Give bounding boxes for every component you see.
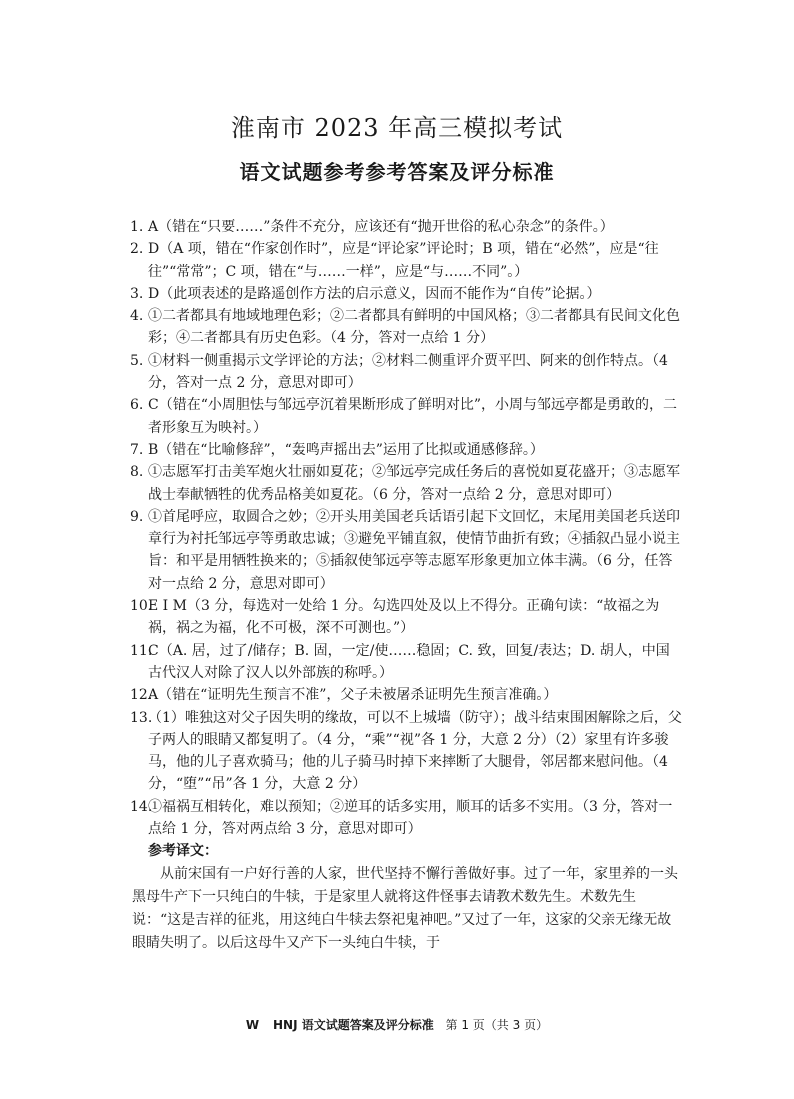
footer-page-number: 第 1 页（共 3 页） bbox=[445, 1018, 549, 1032]
answer-item bbox=[130, 305, 682, 350]
answer-text: D（此项表述的是路遥创作方法的启示意义，因而不能作为“自传”论据。） bbox=[148, 285, 601, 302]
answer-item bbox=[130, 684, 682, 706]
answer-item bbox=[130, 283, 682, 305]
answer-text: A（错在“只要……”条件不充分，应该还有“抛开世俗的私心杂念”的条件。） bbox=[148, 219, 614, 235]
answer-number: 11. bbox=[130, 642, 153, 659]
answer-number: 1. bbox=[130, 219, 144, 235]
document-subtitle: 语文试题参考参考答案及评分标准 bbox=[239, 160, 555, 184]
answer-text: ①首尾呼应，取圆合之妙；②开头用美国老兵话语引起下文回忆，末尾用美国老兵送印章行为衬托邹远亭等勇敢忠诚；③避免平铺直叙，使情节曲折有致；④插叙凸显小说主旨：和平是用牺牲换来的；⑤插叙使邹远亭等志愿军形象更加立体丰满。（6 分，任答对一点给 2 分，意思对即可） bbox=[148, 508, 680, 592]
answer-text: C（A. 居，过了/储存；B. 固，一定/使……稳固；C. 致，回复/表达；D. 胡人，中国古代汉人对除了汉人以外部族的称呼。） bbox=[148, 642, 670, 681]
translation-label: 参考译文： bbox=[148, 843, 218, 860]
answer-item bbox=[130, 216, 682, 238]
answer-number: 5. bbox=[130, 352, 144, 369]
answer-number: 4. bbox=[130, 308, 144, 325]
answer-list bbox=[130, 216, 682, 955]
translation-text: 从前宋国有一户好行善的人家，世代坚持不懈行善做好事。过了一年，家里养的一头黑母牛产下一只纯白的牛犊，于是家里人就将这件怪事去请教术数先生。术数先生说：“这是吉祥的征兆，用这纯白牛犊去祭祀鬼神吧。”又过了一年，这家的父亲无缘无故眼睛失明了。以后这母牛又产下一头纯白牛犊，于 bbox=[132, 866, 678, 952]
answer-text: ①志愿军打击美军炮火壮丽如夏花；②邹远亭完成任务后的喜悦如夏花盛开；③志愿军战士奉献牺牲的优秀品格美如夏花。（6 分，答对一点给 2 分，意思对即可） bbox=[148, 464, 680, 503]
answer-text: D（A 项，错在“作家创作时”，应是“评论家”评论时；B 项，错在“必然”，应是“往往”“常常”；C 项，错在“与……一样”，应是“与……不同”。） bbox=[148, 241, 659, 280]
answer-item bbox=[130, 506, 682, 595]
answer-item bbox=[130, 796, 682, 841]
answer-text: B（错在“比喻修辞”，“轰鸣声摇出去”运用了比拟或通感修辞。） bbox=[148, 441, 544, 458]
answer-item bbox=[130, 238, 682, 283]
answer-text: ①二者都具有地域地理色彩；②二者都具有鲜明的中国风格；③二者都具有民间文化色彩；④二者都具有历史色彩。（4 分，答对一点给 1 分） bbox=[148, 308, 680, 347]
page-footer bbox=[0, 1017, 794, 1033]
answer-number: 14. bbox=[130, 798, 153, 815]
answer-number: 7. bbox=[130, 441, 144, 458]
answer-text: E I M（3 分，每选对一处给 1 分。勾选四处及以上不得分。正确句读：“故福之为祸，祸之为福，化不可极，深不可测也。”） bbox=[148, 598, 660, 637]
footer-mark: W bbox=[245, 1018, 260, 1032]
answer-number: 3. bbox=[130, 285, 144, 302]
answer-item bbox=[130, 439, 682, 461]
answer-number: 10. bbox=[130, 598, 153, 615]
answer-number: 12. bbox=[130, 687, 153, 704]
answer-number: 6. bbox=[130, 397, 144, 414]
answer-item bbox=[130, 595, 682, 640]
answer-number: 9. bbox=[130, 508, 144, 525]
exam-title: 淮南市 2023 年高三模拟考试 bbox=[230, 114, 564, 142]
answer-text: A（错在“证明先生预言不准”，父子未被屠杀证明先生预言准确。） bbox=[148, 687, 558, 704]
answer-item bbox=[130, 350, 682, 395]
answer-item bbox=[130, 394, 682, 439]
footer-document-name: HNJ 语文试题答案及评分标准 bbox=[272, 1018, 434, 1032]
answer-text: C（错在“小周胆怯与邹远亭沉着果断形成了鲜明对比”，小周与邹远亭都是勇敢的，二者形象互为映衬。） bbox=[148, 397, 678, 436]
answer-text: （1）唯独这对父子因失明的缘故，可以不上城墙（防守）；战斗结束围困解除之后，父子两人的眼睛又都复明了。（4 分，“乘”“视”各 1 分，大意 2 分）（2）家里有许多骏马，他的儿子喜欢骑马；他的儿子骑马时掉下来摔断了大腿骨，邻居都来慰问他。（4 分，“堕”“吊”各 1 分，大意 2 分） bbox=[148, 709, 682, 793]
answer-number: 8. bbox=[130, 464, 144, 481]
answer-item bbox=[130, 461, 682, 506]
answer-text: ①材料一侧重揭示文学评论的方法；②材料二侧重评介贾平凹、阿来的创作特点。（4 分，答对一点 2 分，意思对即可） bbox=[148, 352, 668, 392]
answer-item bbox=[130, 640, 682, 685]
answer-text: ①福祸互相转化，难以预知；②逆耳的话多实用，顺耳的话多不实用。（3 分，答对一点给 1 分，答对两点给 3 分，意思对即可） bbox=[148, 798, 673, 838]
answer-item bbox=[130, 707, 682, 796]
answer-number: 13. bbox=[130, 709, 153, 726]
answer-number: 2. bbox=[130, 241, 144, 258]
